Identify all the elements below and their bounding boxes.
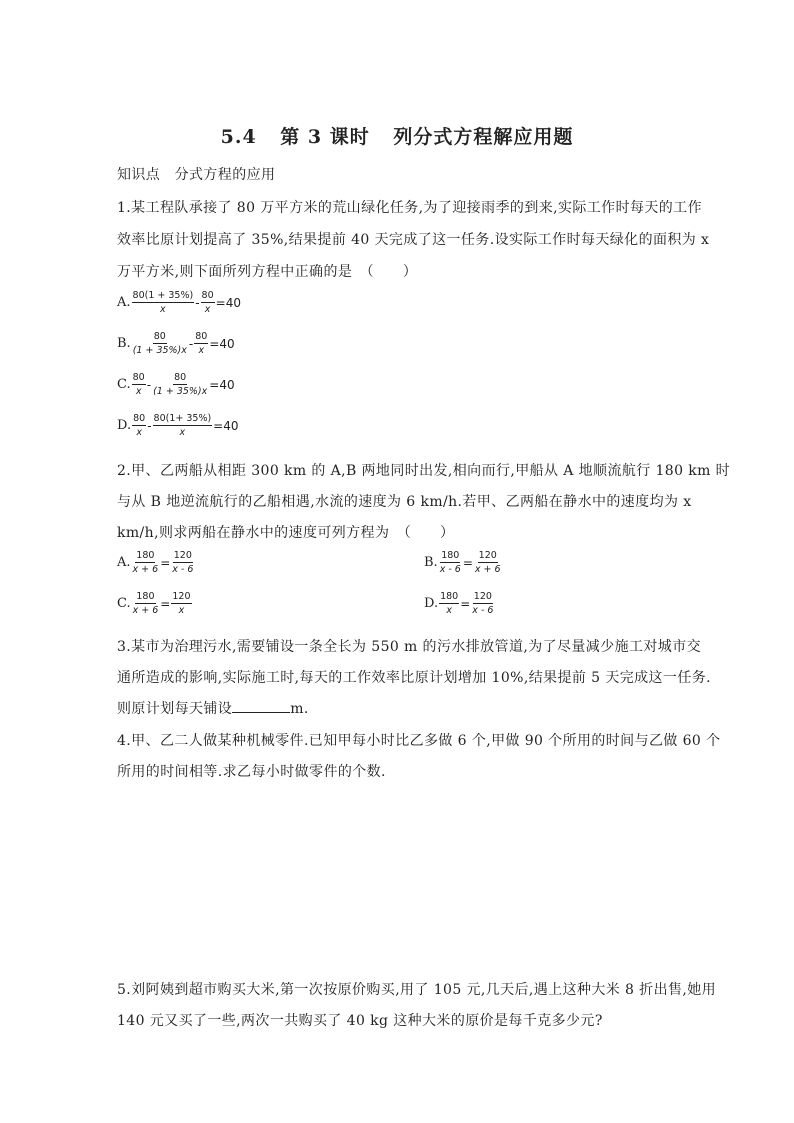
question-text-line: km/h,则求两船在静水中的速度可列方程为 （ ） — [117, 525, 455, 541]
option-label: B. — [424, 555, 438, 570]
numerator: 80 — [133, 413, 146, 424]
denominator: x — [135, 386, 142, 397]
option-label: B. — [117, 336, 131, 351]
denominator: x — [204, 304, 211, 315]
numerator: 180 — [136, 550, 155, 561]
numerator: 120 — [478, 550, 497, 561]
option-b — [424, 550, 503, 575]
denominator: x — [136, 427, 142, 438]
option-label: C. — [117, 596, 131, 611]
right-hand-side: =40 — [213, 418, 239, 433]
denominator: x — [179, 427, 186, 438]
question-text-line: 通所造成的影响,实际施工时,每天的工作效率比原计划增加 10%,结果提前 5 天完成这一任务. — [117, 670, 711, 686]
fraction — [471, 591, 494, 616]
option-label: A. — [117, 295, 131, 310]
denominator: x — [446, 605, 452, 616]
lesson-label: 第 3 课时 — [280, 126, 370, 148]
fraction — [132, 290, 195, 315]
answer-blank[interactable] — [232, 700, 290, 713]
denominator: (1 + 35%)x — [132, 345, 187, 356]
numerator: 180 — [440, 591, 459, 602]
denominator: x - 6 — [472, 605, 494, 616]
option-c — [117, 372, 235, 397]
question-text-line: 万平方米,则下面所列方程中正确的是 （ ） — [117, 264, 418, 280]
denominator: x + 6 — [474, 564, 501, 575]
numerator: 80(1+ 35%) — [153, 413, 212, 424]
option-a — [117, 290, 241, 315]
fraction — [153, 413, 213, 438]
operator: - — [195, 295, 200, 310]
fraction — [132, 591, 160, 616]
numerator: 80(1 + 35%) — [132, 290, 194, 301]
denominator: x - 6 — [439, 564, 461, 575]
option-c — [117, 591, 193, 616]
option-d — [424, 591, 495, 616]
question-text-line: 效率比原计划提高了 35%,结果提前 40 天完成了这一任务.设实际工作时每天绿化的面积为 x — [117, 232, 710, 248]
option-b — [117, 331, 235, 356]
denominator: x + 6 — [132, 605, 159, 616]
section-number: 5.4 — [220, 126, 257, 148]
question-text-line: 1.某工程队承接了 80 万平方米的荒山绿化任务,为了迎接雨季的到来,实际工作时每天的工作 — [117, 200, 702, 216]
option-label: A. — [117, 555, 131, 570]
right-hand-side: =40 — [209, 336, 235, 351]
numerator: 80 — [153, 331, 166, 342]
fraction — [201, 290, 215, 315]
numerator: 80 — [201, 290, 214, 301]
denominator: x — [198, 345, 205, 356]
option-label: D. — [117, 418, 132, 433]
denominator: x — [160, 304, 166, 315]
fraction — [171, 550, 194, 575]
operator: = — [462, 555, 473, 570]
right-hand-side: =40 — [209, 377, 235, 392]
fraction — [132, 550, 160, 575]
question-text: 则原计划每天铺设 — [117, 701, 233, 717]
operator: - — [188, 336, 194, 351]
question-text-line: 2.甲、乙两船从相距 300 km 的 A,B 两地同时出发,相向而行,甲船从 A 地顺流航行 180 km 时 — [117, 463, 731, 479]
question-text-line: 5.刘阿姨到超市购买大米,第一次按原价购买,用了 105 元,几天后,遇上这种大米 8 折出售,她用 — [117, 982, 717, 998]
option-d — [117, 413, 239, 438]
denominator: x + 6 — [132, 564, 159, 575]
question-text-line: 140 元又买了一些,两次一共购买了 40 kg 这种大米的原价是每千克多少元? — [117, 1013, 603, 1029]
numerator: 80 — [174, 372, 187, 383]
knowledge-point-heading: 知识点 分式方程的应用 — [117, 167, 276, 183]
operator: = — [160, 596, 171, 611]
denominator: (1 + 35%)x — [153, 386, 208, 397]
denominator: x — [178, 605, 185, 616]
right-hand-side: =40 — [215, 295, 241, 310]
question-text-line: 所用的时间相等.求乙每小时做零件的个数. — [117, 764, 386, 780]
operator: - — [146, 377, 152, 392]
operator: - — [147, 418, 152, 433]
fraction — [474, 550, 502, 575]
fraction — [132, 331, 188, 356]
numerator: 120 — [172, 591, 191, 602]
fraction — [194, 331, 208, 356]
question-text-line: 与从 B 地逆流航行的乙船相遇,水流的速度为 6 km/h.若甲、乙两船在静水中的速度均为 x — [117, 494, 692, 510]
fraction — [132, 372, 146, 397]
option-a — [117, 550, 195, 575]
fraction — [171, 591, 191, 616]
numerator: 120 — [473, 591, 492, 602]
question-text-line — [117, 698, 309, 718]
numerator: 80 — [132, 372, 145, 383]
option-label: D. — [424, 596, 439, 611]
unit-label: m. — [290, 701, 309, 717]
operator: = — [160, 555, 171, 570]
operator: = — [460, 596, 471, 611]
numerator: 80 — [195, 331, 208, 342]
numerator: 120 — [173, 550, 192, 561]
question-text-line: 4.甲、乙二人做某种机械零件.已知甲每小时比乙多做 6 个,甲做 90 个所用的时间与乙做 60 个 — [117, 733, 721, 749]
option-label: C. — [117, 377, 131, 392]
numerator: 180 — [441, 550, 460, 561]
fraction — [439, 550, 462, 575]
page-title — [0, 122, 794, 149]
topic-label: 列分式方程解应用题 — [393, 126, 574, 148]
question-text-line: 3.某市为治理污水,需要铺设一条全长为 550 m 的污水排放管道,为了尽量减少施工对城市交 — [117, 639, 702, 655]
denominator: x - 6 — [172, 564, 194, 575]
fraction — [152, 372, 208, 397]
numerator: 180 — [136, 591, 155, 602]
fraction — [439, 591, 459, 616]
fraction — [132, 413, 146, 438]
